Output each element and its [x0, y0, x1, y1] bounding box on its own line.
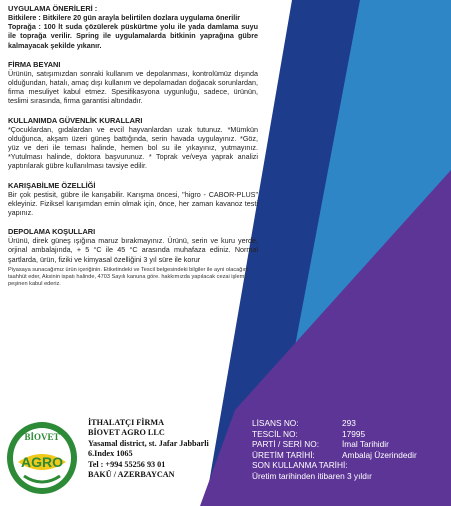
license-value: 293: [342, 418, 356, 428]
usage-line2: Toprağa : 100 lt suda çözülerek püskürtme yolu ile yada damlama suyu ile toprağa verilir. Spring ile uygulamalarda bitkinin yaprağına gübre kalmayacak şekilde yıkanır.: [8, 22, 258, 50]
biovet-agro-logo: [4, 416, 80, 496]
mixing-text: Bir çok pestisit, gübre ile karışabilir. Karışma öncesi, "higro - CABOR-PLUS" ekleyiniz. Fiziksel karışımdan emin olmak için, önce, her zaman kavanoz testi yapınız.: [8, 189, 258, 218]
company-line5: Tel : +994 55256 93 01: [88, 459, 166, 469]
production-label: ÜRETİM TARİHİ:: [252, 449, 315, 460]
license-label: LİSANS NO:: [252, 418, 299, 428]
license-row: [252, 418, 417, 429]
safety-title: KULLANIMDA GÜVENLİK KURALLARI: [8, 115, 143, 125]
company-line1: İTHALATÇI FİRMA: [88, 418, 165, 427]
lot-label: PARTİ / SERİ NO:: [252, 439, 320, 450]
registration-block: [252, 418, 417, 482]
usage-line1-text: Bitkilere 20 gün arayla belirtilen dozlara uygulama önerilir: [42, 13, 241, 22]
label-text-column: [8, 4, 258, 288]
company-statement-title: FİRMA BEYANI: [8, 59, 61, 69]
legal-note: Piyasaya sunacağımız ürün içeriğinin. Etiketindeki ve Tescil belgesindeki bilgiler ile ayni olacağını taahhüt eder, Aksinin ispatı halinde, 4703 Sayılı kanuna göre. hakkımızda yapılacak cezai işlemi. peşinen kabul ederiz.: [8, 266, 249, 287]
expiry-value-row: [252, 471, 417, 482]
expiry-label: SON KULLANMA TARİHİ:: [252, 460, 348, 471]
company-statement-text: Ürünün, satışımızdan sonraki kullanım ve depolanması, kontrolümüz dışında olduğundan, hatalı, amaç dışı kullanım ve depolamadan doğacak sorunlardan, firma mesuliyet kabul etmez. Spesifikasyona uygunluğu, sadece, ürünün, teslimi sırasında, firma garantisi altındadır.: [8, 68, 258, 106]
production-value: Ambalaj Üzerindedir: [342, 449, 417, 460]
usage-title: UYGULAMA ÖNERİLERİ :: [8, 4, 98, 13]
lot-row: [252, 439, 417, 450]
tescil-label: TESCİL NO:: [252, 428, 298, 439]
logo-top-text: BİOVET: [24, 432, 60, 442]
storage-text: Ürünü, direk güneş ışığına maruz bırakmayınız. Ürünü, serin ve kuru yerde, orjinal ambalajında, + 5 °C ile 45 °C arasında muhafaza ediniz. Normal şartlarda, ürün, fiziki ve kimyasal özelliğini 3 yıl süre ile korur: [8, 236, 258, 264]
expiry-label-row: [252, 460, 417, 471]
company-line3: Yasamal district, st. Jafar Jabbarli: [88, 438, 209, 448]
usage-line1-label: Bitkilere :: [8, 13, 43, 22]
company-line2: BİOVET AGRO LLC: [88, 428, 165, 438]
tescil-row: [252, 429, 417, 440]
logo-main-text: AGRO: [21, 454, 63, 470]
mixing-title: KARIŞABİLME ÖZELLİĞİ: [8, 180, 96, 190]
expiry-value: Üretim tarihinden itibaren 3 yıldır: [252, 470, 372, 481]
importer-company-block: [88, 418, 268, 480]
company-line4: 6.Index 1065: [88, 449, 133, 459]
tescil-value: 17995: [342, 428, 366, 439]
company-line6: BAKÜ / AZERBAYCAN: [88, 470, 175, 480]
lot-value: İmal Tarihidir: [342, 439, 389, 450]
storage-title: DEPOLAMA KOŞULLARI: [8, 227, 96, 237]
usage-line1: [8, 13, 258, 22]
safety-text: *Çocuklardan, gıdalardan ve evcil hayvanlardan uzak tutunuz. *Mümkün olduğunca, akşam üzeri güneş battığında, serin havada uygulayınız. *Göz, yüz ve deri ile teması halinde, hemen bol su ile yıkayınız, yutmayınız. *Yutulması halinde, doktora başvurunuz. * Toprak ve/veya yaprak analizi yaptırılarak gübre kullanılması tavsiye edilir.: [8, 124, 258, 171]
production-row: [252, 450, 417, 461]
